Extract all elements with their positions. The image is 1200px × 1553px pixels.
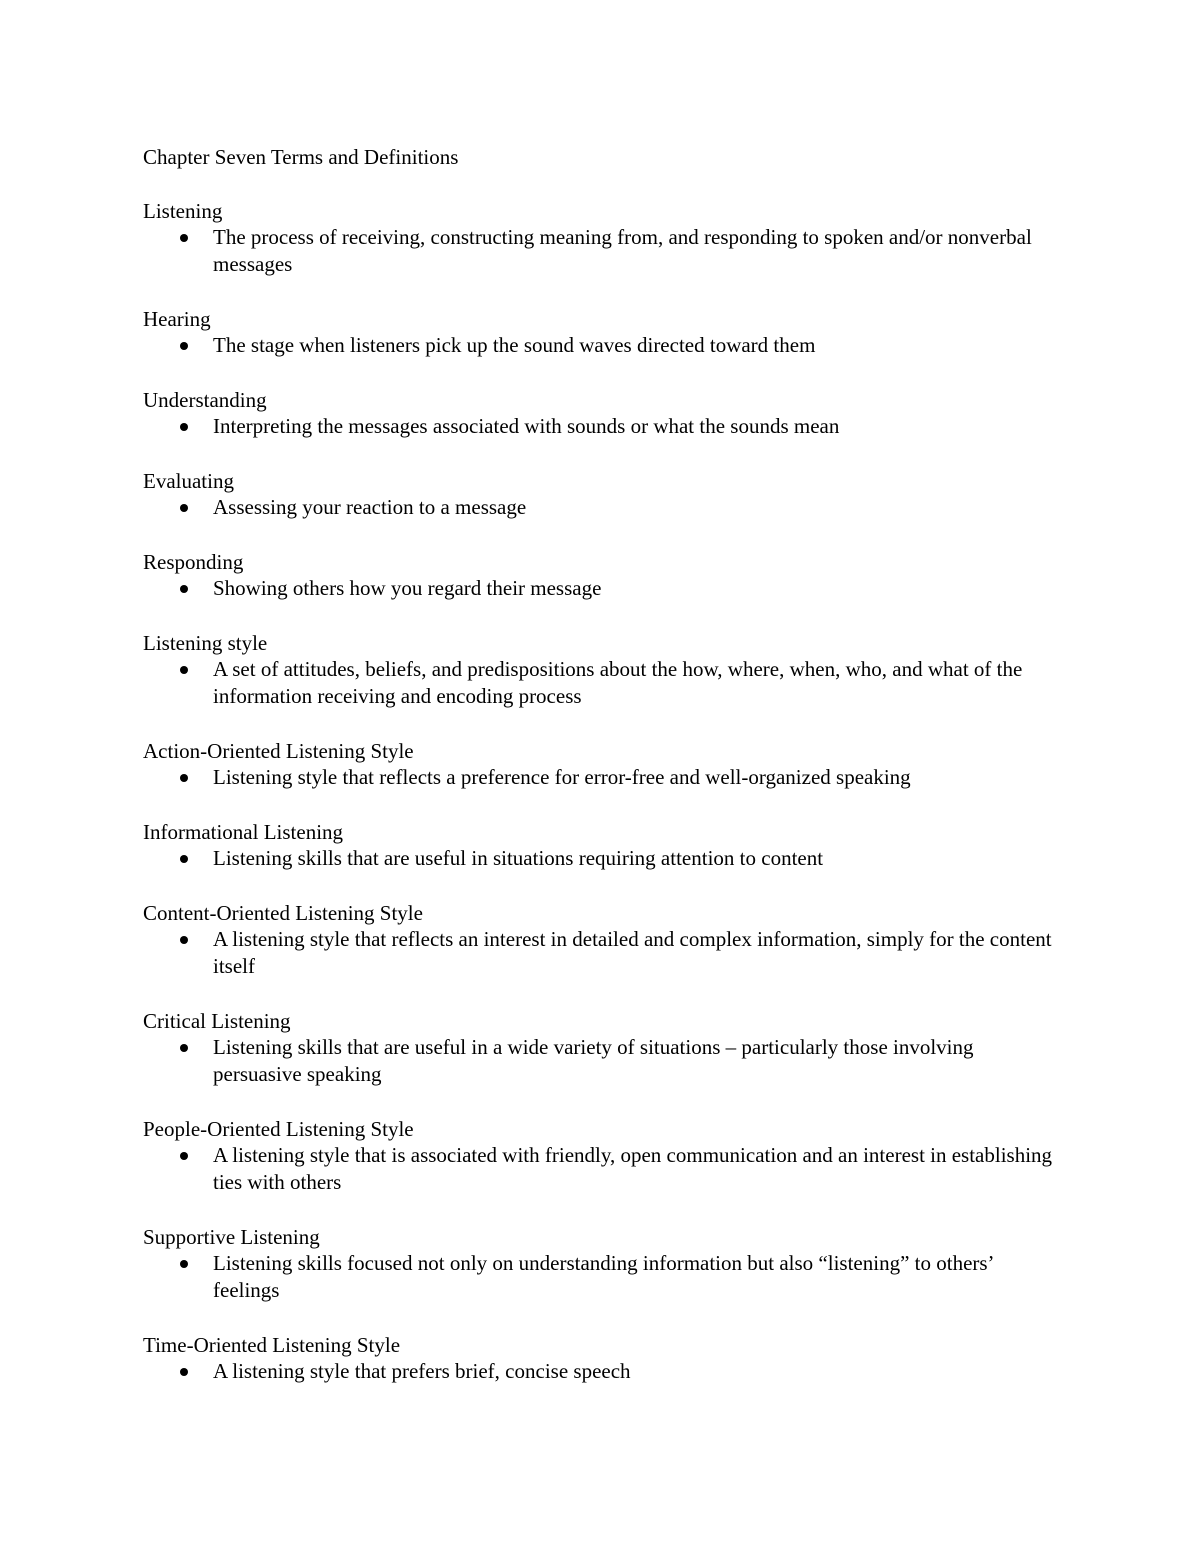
term-entry	[143, 1008, 1063, 1088]
bullet-icon	[180, 1152, 188, 1160]
definition-item	[143, 332, 1063, 359]
bullet-icon	[180, 1260, 188, 1268]
definition-text: A listening style that reflects an interest in detailed and complex information, simply for the content itself	[213, 927, 1052, 978]
bullet-icon	[180, 774, 188, 782]
term-heading: Supportive Listening	[143, 1225, 320, 1249]
term-entry	[143, 1332, 1063, 1385]
definition-item	[143, 413, 1063, 440]
definition-item	[143, 575, 1063, 602]
definition-item	[143, 845, 1063, 872]
definition-item	[143, 1358, 1063, 1385]
definition-text: Listening skills that are useful in situations requiring attention to content	[213, 846, 824, 870]
term-entry	[143, 1116, 1063, 1196]
term-entry	[143, 738, 1063, 791]
bullet-icon	[180, 1368, 188, 1376]
term-heading: Listening style	[143, 631, 268, 655]
definition-text: Listening skills focused not only on understanding information but also “listening” to others’ feelings	[213, 1251, 993, 1302]
definition-item	[143, 1034, 1063, 1088]
term-heading: Understanding	[143, 388, 267, 412]
term-heading: Time-Oriented Listening Style	[143, 1333, 401, 1357]
term-heading: Action-Oriented Listening Style	[143, 739, 414, 763]
bullet-icon	[180, 1044, 188, 1052]
bullet-icon	[180, 234, 188, 242]
definition-text: A listening style that prefers brief, concise speech	[213, 1359, 631, 1383]
bullet-icon	[180, 504, 188, 512]
bullet-icon	[180, 585, 188, 593]
bullet-icon	[180, 936, 188, 944]
term-heading: Informational Listening	[143, 820, 344, 844]
definition-text: The process of receiving, constructing meaning from, and responding to spoken and/or nonverbal messages	[213, 225, 1032, 276]
definition-text: The stage when listeners pick up the sound waves directed toward them	[213, 333, 816, 357]
term-heading: Responding	[143, 550, 244, 574]
definition-text: A listening style that is associated with friendly, open communication and an interest in establishing ties with others	[213, 1143, 1053, 1194]
term-entry	[143, 306, 1063, 359]
term-entry	[143, 468, 1063, 521]
bullet-icon	[180, 423, 188, 431]
term-entry	[143, 630, 1063, 710]
definition-text: Listening style that reflects a preference for error-free and well-organized speaking	[213, 765, 911, 789]
term-entry	[143, 198, 1063, 278]
bullet-icon	[180, 342, 188, 350]
term-entry	[143, 1224, 1063, 1304]
definition-item	[143, 656, 1063, 710]
definition-text: Interpreting the messages associated with sounds or what the sounds mean	[213, 414, 840, 438]
definition-item	[143, 224, 1063, 278]
term-heading: Content-Oriented Listening Style	[143, 901, 423, 925]
term-heading: Evaluating	[143, 469, 234, 493]
term-heading: Hearing	[143, 307, 211, 331]
term-heading: Critical Listening	[143, 1009, 291, 1033]
document-title: Chapter Seven Terms and Definitions	[143, 145, 459, 169]
document-page	[143, 144, 1063, 1413]
term-heading: People-Oriented Listening Style	[143, 1117, 414, 1141]
term-entry	[143, 819, 1063, 872]
term-entry	[143, 900, 1063, 980]
definition-item	[143, 1142, 1063, 1196]
definition-item	[143, 926, 1063, 980]
definition-text: Listening skills that are useful in a wide variety of situations – particularly those involving persuasive speaking	[213, 1035, 974, 1086]
definition-item	[143, 764, 1063, 791]
definition-text: A set of attitudes, beliefs, and predispositions about the how, where, when, who, and what of the information receiving and encoding process	[213, 657, 1023, 708]
term-entry	[143, 387, 1063, 440]
definition-item	[143, 1250, 1063, 1304]
definition-text: Showing others how you regard their message	[213, 576, 602, 600]
definition-item	[143, 494, 1063, 521]
bullet-icon	[180, 855, 188, 863]
bullet-icon	[180, 666, 188, 674]
definition-text: Assessing your reaction to a message	[213, 495, 527, 519]
term-entry	[143, 549, 1063, 602]
term-heading: Listening	[143, 199, 223, 223]
